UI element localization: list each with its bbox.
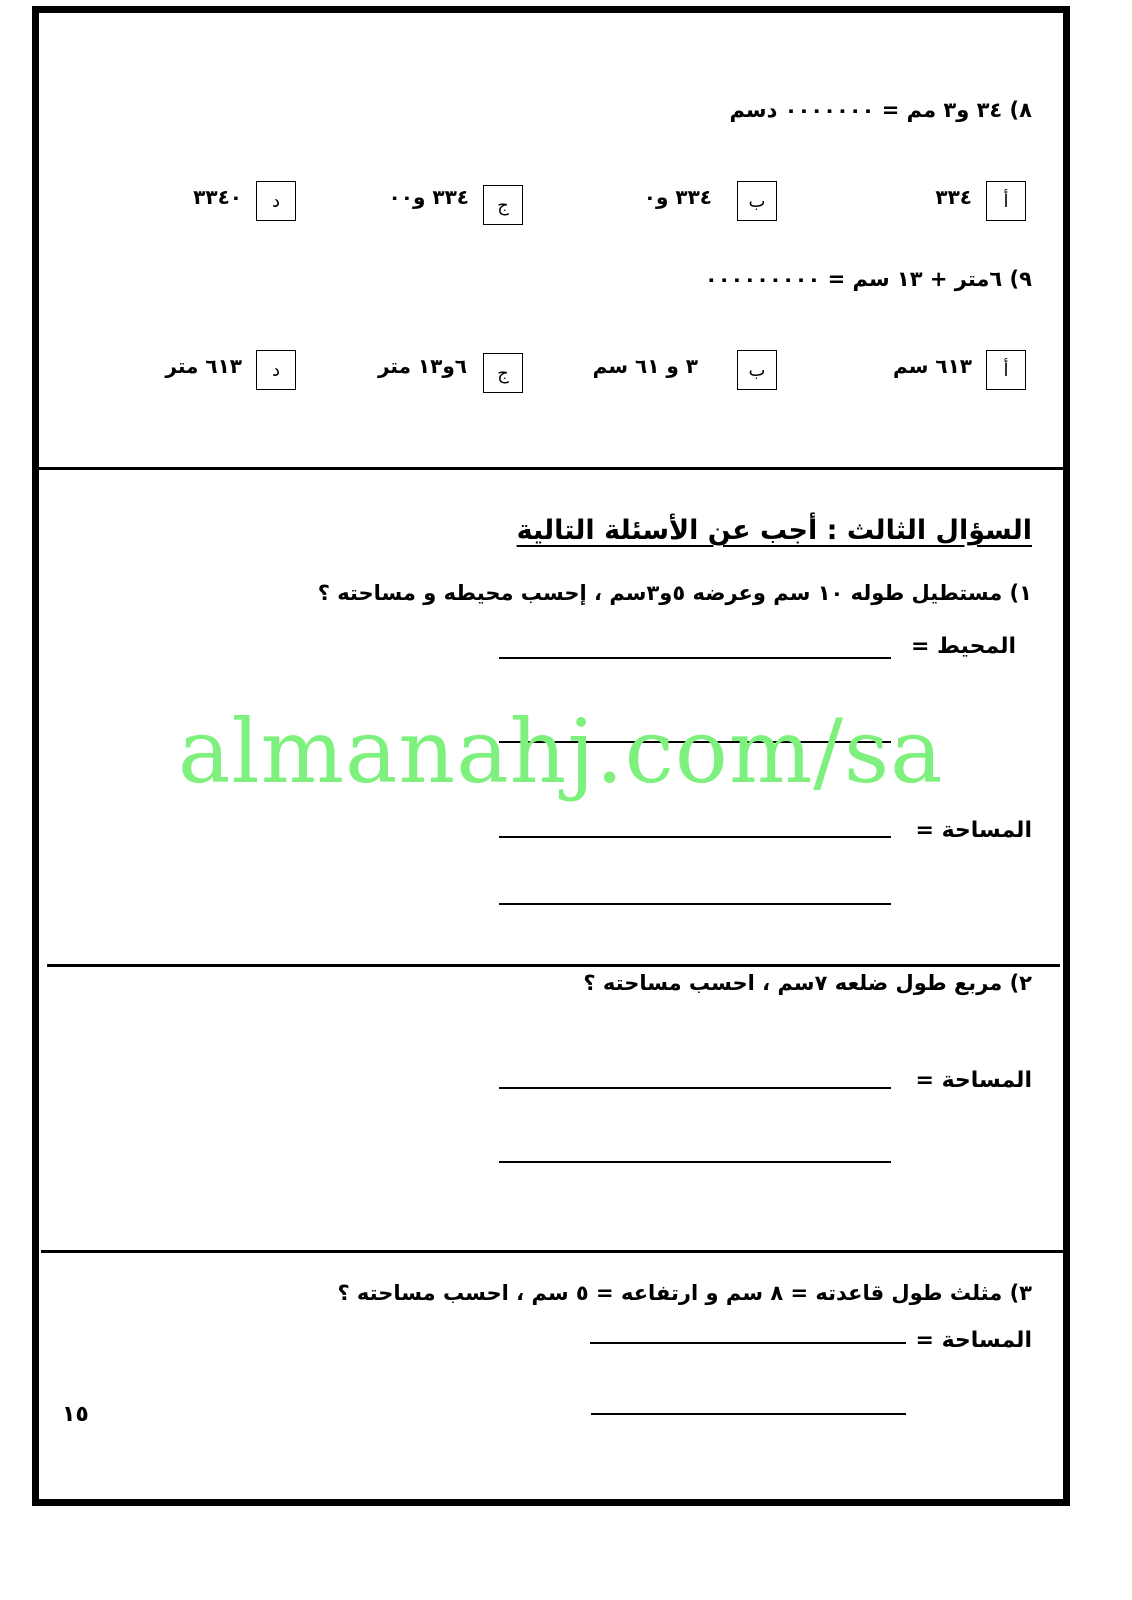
q9-option-d-box[interactable]: د	[256, 350, 296, 390]
section3-question-2: ٢) مربع طول ضلعه ٧سم ، احسب مساحته ؟	[583, 971, 1032, 995]
area-answer-line-q3-2[interactable]	[591, 1413, 906, 1415]
section-divider-2	[47, 964, 1060, 967]
section3-question-3: ٣) مثلث طول قاعدته = ٨ سم و ارتفاعه = ٥ سم ، احسب مساحته ؟	[337, 1281, 1032, 1305]
area-answer-line-q3-1[interactable]	[590, 1342, 906, 1344]
perimeter-label: المحيط =	[910, 634, 1016, 659]
area-label-q1: المساحة =	[915, 818, 1032, 843]
q8-option-b-value: ٣٣٤ و٠	[643, 185, 712, 209]
question-8: ٨) ٣٤ و٣ مم = ٠٠٠٠٠٠٠ دسم	[729, 98, 1032, 122]
q8-option-a-value: ٣٣٤	[935, 185, 972, 209]
section-divider-1	[39, 467, 1070, 470]
area-label-q3: المساحة =	[915, 1328, 1032, 1353]
q8-option-b-box[interactable]: ب	[737, 181, 777, 221]
area-answer-line-q2-1[interactable]	[499, 1087, 891, 1089]
perimeter-answer-line-1[interactable]	[499, 657, 891, 659]
q8-option-c-value: ٣٣٤ و٠٠	[388, 185, 469, 209]
q8-option-c-box[interactable]: ج	[483, 185, 523, 225]
q9-option-a-box[interactable]: أ	[986, 350, 1026, 390]
q8-option-d-value: ٣٣٤٠	[193, 185, 242, 209]
q9-option-d-value: ٦١٣ متر	[165, 354, 242, 378]
q9-option-c-value: ٦و١٣ متر	[377, 354, 467, 378]
area-answer-line-q2-2[interactable]	[499, 1161, 891, 1163]
section3-question-1: ١) مستطيل طوله ١٠ سم وعرضه ٥و٣سم ، إحسب محيطه و مساحته ؟	[317, 581, 1032, 605]
section-divider-3	[41, 1250, 1064, 1253]
q9-option-c-box[interactable]: ج	[483, 353, 523, 393]
q9-option-b-box[interactable]: ب	[737, 350, 777, 390]
watermark: almanahj.com/sa	[178, 700, 944, 803]
q8-option-d-box[interactable]: د	[256, 181, 296, 221]
q9-option-b-value: ٣ و ٦١ سم	[592, 354, 698, 378]
area-answer-line-q1-2[interactable]	[499, 903, 891, 905]
question-9: ٩) ٦متر + ١٣ سم = ٠٠٠٠٠٠٠٠٠	[704, 267, 1032, 291]
area-answer-line-q1-1[interactable]	[499, 836, 891, 838]
page-number: ١٥	[62, 1402, 89, 1427]
section-3-heading: السؤال الثالث : أجب عن الأسئلة التالية	[516, 515, 1032, 546]
area-label-q2: المساحة =	[915, 1068, 1032, 1093]
q9-option-a-value: ٦١٣ سم	[893, 354, 972, 378]
q8-option-a-box[interactable]: أ	[986, 181, 1026, 221]
